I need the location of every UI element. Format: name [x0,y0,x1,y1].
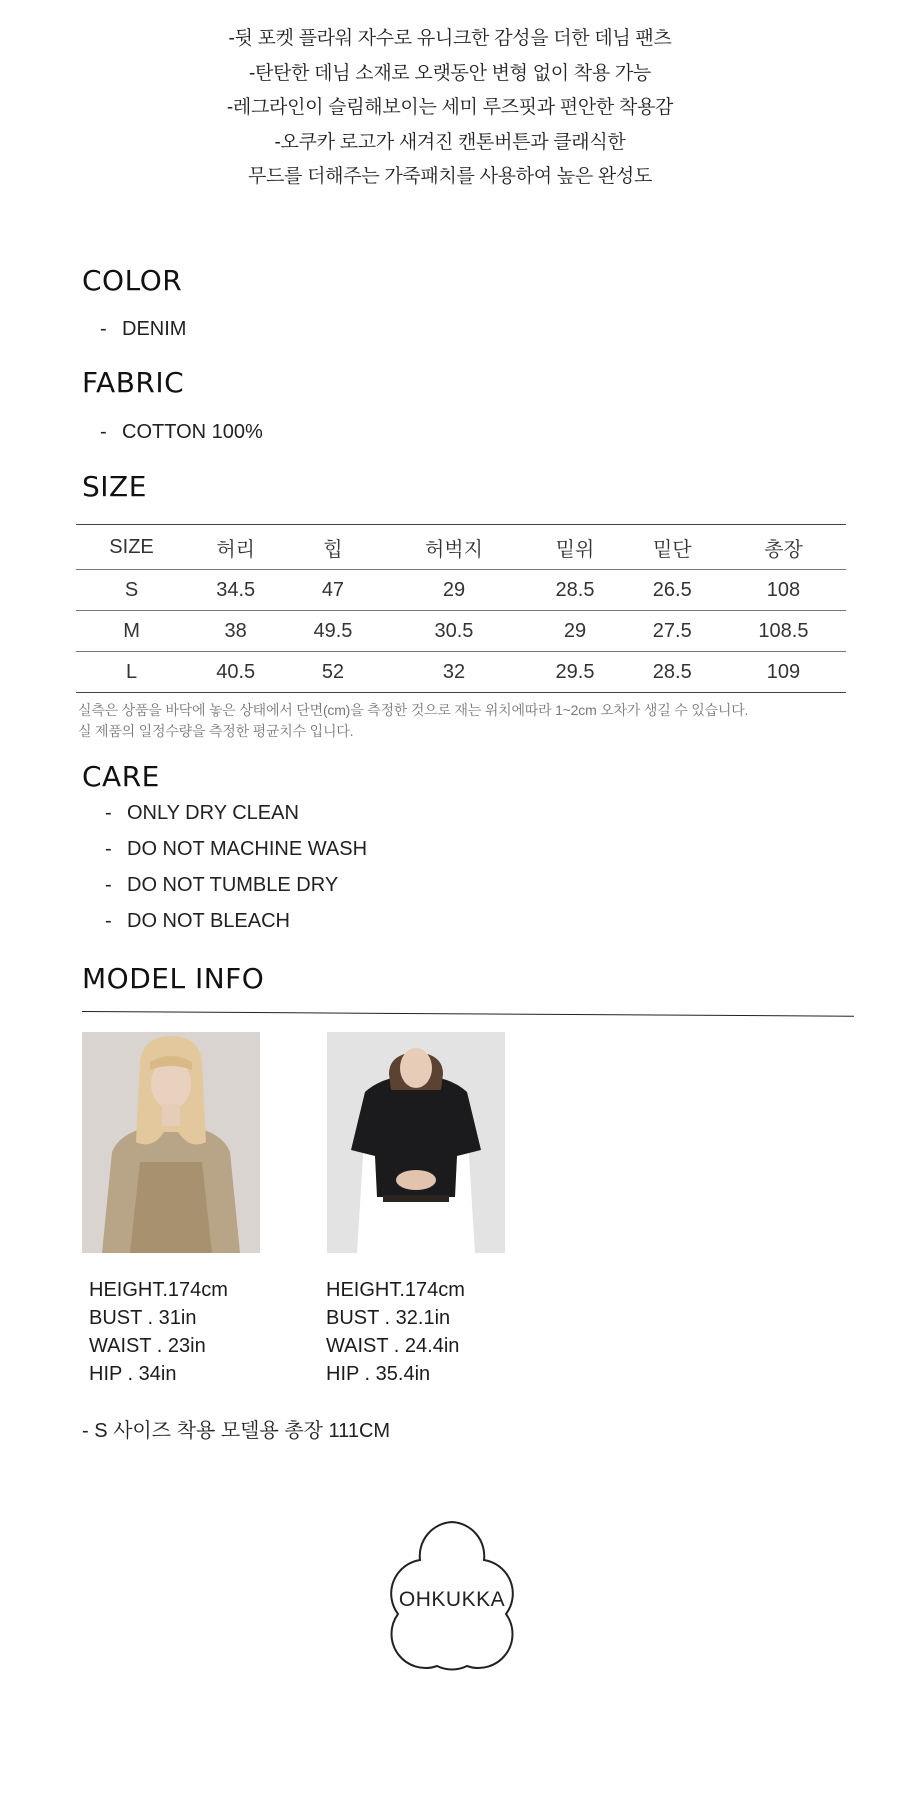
table-cell: 32 [382,652,527,693]
table-cell: S [76,570,187,611]
table-cell: 26.5 [624,570,721,611]
table-cell: 38 [187,611,284,652]
size-table-header: 총장 [721,525,846,570]
dash: - [100,318,107,340]
model-measurements [89,1276,228,1388]
size-table-header-row [76,525,846,570]
care-value: DO NOT BLEACH [127,910,290,932]
table-cell: 29 [526,611,623,652]
model-bust: BUST . 32.1in [326,1307,451,1329]
model-height: HEIGHT.174cm [326,1279,465,1301]
table-cell: 108 [721,570,846,611]
fabric-heading: FABRIC [82,366,185,399]
table-row [76,652,846,693]
model-hip: HIP . 35.4in [326,1363,431,1385]
model-info-heading: MODEL INFO [82,962,265,995]
model-measurements [326,1276,465,1388]
description-line: -뒷 포켓 플라워 자수로 유니크한 감성을 더한 데님 팬츠 [228,28,672,49]
care-item [105,910,290,933]
care-item [105,874,338,897]
description-line: -오쿠카 로고가 새겨진 캔톤버튼과 클래식한 [274,131,626,153]
size-table-header: 허리 [187,525,284,570]
color-heading: COLOR [82,264,183,297]
care-value: DO NOT TUMBLE DRY [127,874,339,896]
table-cell: 52 [284,652,381,693]
table-row [76,570,846,611]
size-table-header: SIZE [76,525,187,570]
care-item [105,838,367,861]
table-row [76,611,846,652]
brand-logo-text: OHKUKKA [398,1588,506,1611]
description-line: -레그라인이 슬림해보이는 세미 루즈핏과 편안한 착용감 [226,97,674,118]
model-size-note: - S 사이즈 착용 모델용 총장 111CM [82,1420,391,1442]
dash: - [105,874,112,896]
care-item [105,802,299,825]
size-note: 실 제품의 일정수량을 측정한 평균치수 입니다. [78,723,354,739]
dash: - [105,910,112,932]
model-bust: BUST . 31in [89,1307,197,1329]
model-waist: WAIST . 24.4in [326,1335,460,1357]
table-cell: 27.5 [624,611,721,652]
table-cell: 28.5 [526,570,623,611]
size-table [76,524,846,693]
size-table-header: 허벅지 [382,525,527,570]
model-hip: HIP . 34in [89,1363,177,1385]
dash: - [105,802,112,824]
size-heading: SIZE [82,470,147,503]
color-item [100,318,186,341]
table-cell: 30.5 [382,611,527,652]
table-cell: M [76,611,187,652]
model-height: HEIGHT.174cm [89,1279,228,1301]
dash: - [100,421,107,443]
dash: - [105,838,112,860]
table-cell: 49.5 [284,611,381,652]
description-line: -탄탄한 데님 소재로 오랫동안 변형 없이 착용 가능 [249,62,651,84]
model-photo [327,1032,505,1253]
divider [82,1011,854,1017]
size-table-header: 밑위 [526,525,623,570]
table-cell: 108.5 [721,611,846,652]
care-value: ONLY DRY CLEAN [127,802,299,824]
size-table-header: 힙 [284,525,381,570]
fabric-item [100,421,263,444]
color-value: DENIM [122,318,187,340]
table-cell: 109 [721,652,846,693]
model-waist: WAIST . 23in [89,1335,206,1357]
description-line: 무드를 더해주는 가죽패치를 사용하여 높은 완성도 [247,166,653,187]
size-note: 실측은 상품을 바닥에 놓은 상태에서 단면(cm)을 측정한 것으로 재는 위치에따라 1~2cm 오차가 생길 수 있습니다. [78,702,749,718]
size-table-header: 밑단 [624,525,721,570]
table-cell: L [76,652,187,693]
care-heading: CARE [82,760,160,793]
model-photo [82,1032,260,1253]
care-value: DO NOT MACHINE WASH [127,838,368,860]
table-cell: 29 [382,570,527,611]
fabric-value: COTTON 100% [122,421,263,443]
table-cell: 47 [284,570,381,611]
table-cell: 34.5 [187,570,284,611]
table-cell: 40.5 [187,652,284,693]
table-cell: 28.5 [624,652,721,693]
table-cell: 29.5 [526,652,623,693]
product-description [0,22,900,195]
